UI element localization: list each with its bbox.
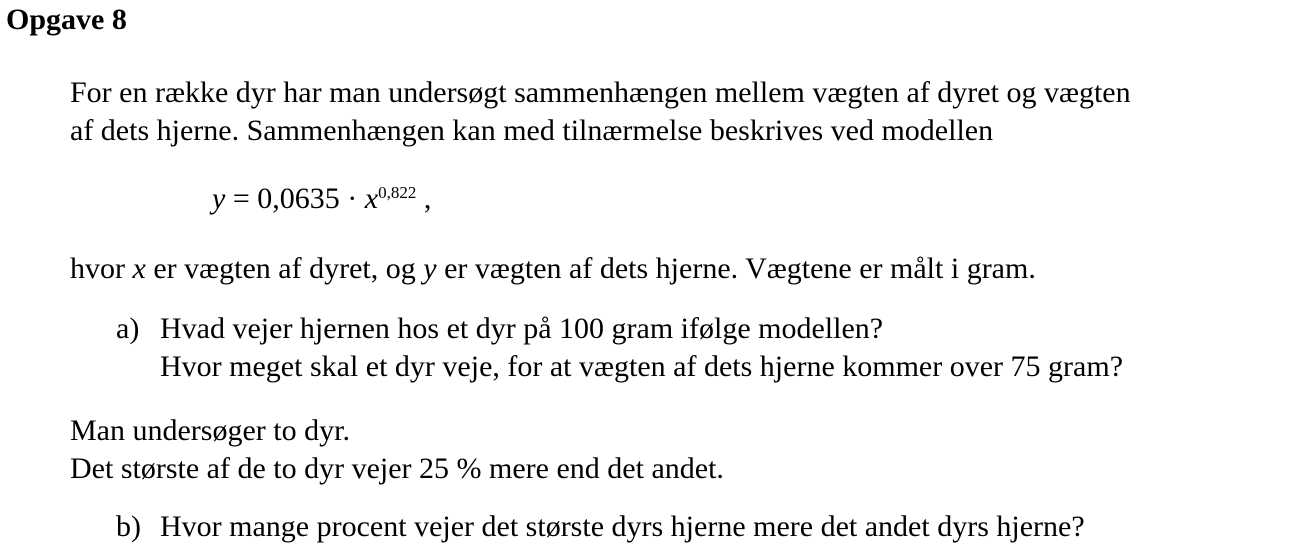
def-y: y — [423, 252, 437, 285]
def-part-3: er vægten af dets hjerne. Vægtene er målt i gram. — [436, 252, 1036, 285]
def-part-2: er vægten af dyret, og — [145, 252, 424, 285]
question-a-line-1: Hvad vejer hjernen hos et dyr på 100 gram ifølge modellen? — [160, 312, 884, 345]
intro-line-2: af dets hjerne. Sammenhængen kan med tilnærmelse beskrives ved modellen — [70, 114, 994, 147]
formula-coefficient: = 0,0635 · — [225, 182, 365, 215]
question-a-line-2: Hvor meget skal et dyr veje, for at vægten af dets hjerne kommer over 75 gram? — [160, 350, 1124, 383]
formula-exponent: 0,822 — [378, 183, 417, 202]
variable-definition — [70, 250, 1036, 288]
two-animals-paragraph — [70, 412, 724, 488]
question-b-text — [160, 508, 1085, 546]
def-part-1: hvor — [70, 252, 133, 285]
formula-comma: , — [416, 182, 432, 215]
question-a-text — [160, 310, 1123, 386]
task-title: Opgave 8 — [6, 3, 127, 36]
def-x: x — [132, 252, 146, 285]
two-animals-line-2: Det største af de to dyr vejer 25 % mere end det andet. — [70, 452, 724, 485]
intro-paragraph — [70, 74, 1131, 150]
formula-y: y — [212, 182, 226, 215]
formula-x: x — [364, 182, 379, 215]
question-a-label: a) — [116, 312, 140, 345]
intro-line-1: For en række dyr har man undersøgt sammenhængen mellem vægten af dyret og vægten — [70, 76, 1131, 109]
model-formula — [212, 180, 431, 218]
two-animals-line-1: Man undersøger to dyr. — [70, 414, 350, 447]
question-b-line-1: Hvor mange procent vejer det største dyrs hjerne mere det andet dyrs hjerne? — [160, 510, 1085, 543]
question-b-label: b) — [116, 510, 141, 543]
